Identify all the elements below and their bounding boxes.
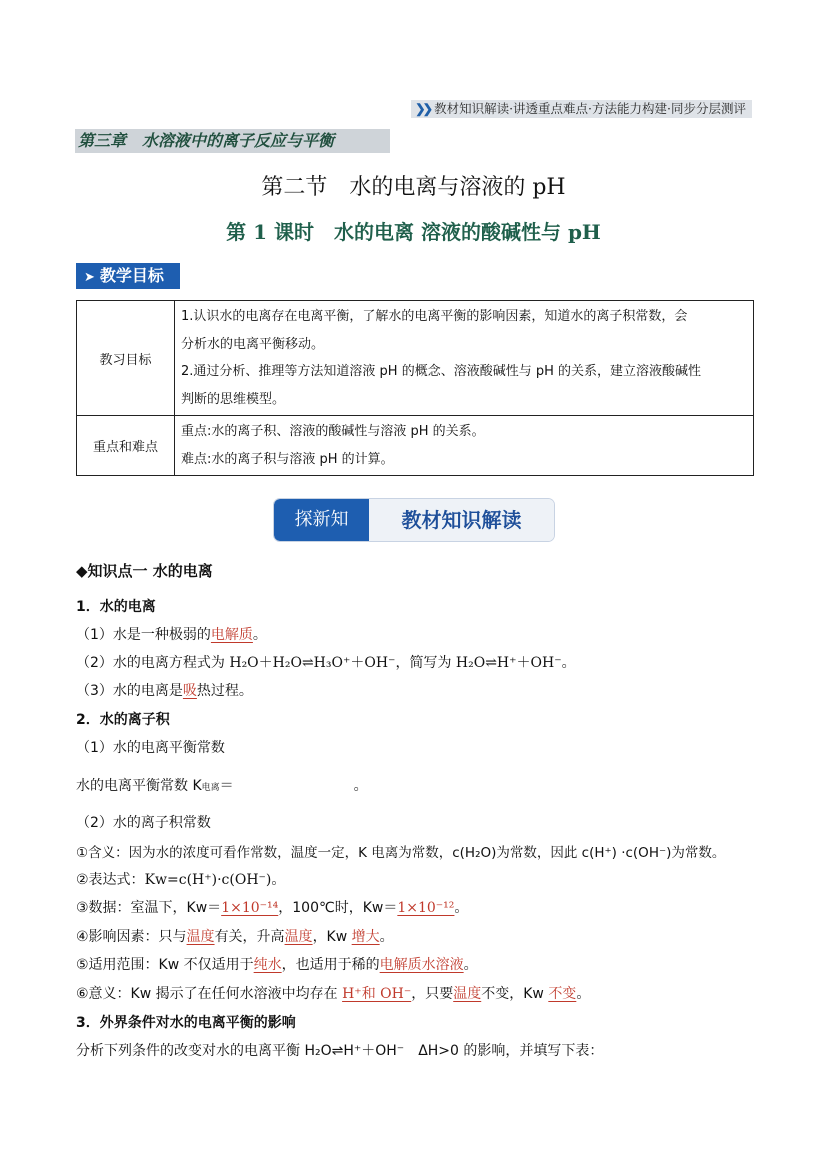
answer-fill: 电解质水溶液 xyxy=(379,957,464,973)
equation-short: H₂O⇌H⁺＋OH⁻ xyxy=(455,655,562,671)
content-line: 重点:水的离子积、溶液的酸碱性与溶液 pH 的关系。 xyxy=(181,424,485,439)
text: 。 xyxy=(252,627,267,643)
text: ，100℃时，Kw＝ xyxy=(278,900,398,916)
text-line: （1）水的电离平衡常数 xyxy=(76,740,225,756)
text-line xyxy=(76,926,394,946)
answer-fill: 1×10⁻¹⁴ xyxy=(221,900,279,916)
text: ，简写为 xyxy=(395,655,456,671)
row-content xyxy=(175,416,754,476)
text: ④影响因素：只与 xyxy=(76,929,187,945)
text-line xyxy=(76,954,478,974)
text-line xyxy=(76,897,468,917)
text: ，也适用于稀的 xyxy=(281,957,380,973)
content-line: 判断的思维模型。 xyxy=(181,391,286,407)
subscript: 电离 xyxy=(201,783,220,793)
answer-fill: 温度 xyxy=(284,929,313,945)
content-line: 1.认识水的电离存在电离平衡，了解水的电离平衡的影响因素，知道水的离子积常数，会 xyxy=(181,309,688,324)
text-line: 分析下列条件的改变对水的电离平衡 H₂O⇌H⁺＋OH⁻ ΔH>0 的影响，并填写下表： xyxy=(76,1043,604,1059)
equation: Kw=c(H⁺)·c(OH⁻) xyxy=(144,872,272,888)
section-title: 第二节 水的电离与溶液的 pH xyxy=(261,175,566,200)
table-row xyxy=(77,301,754,416)
text: 。 xyxy=(561,655,576,671)
text: ，Kw xyxy=(312,929,352,945)
text: （2）水的电离方程式为 xyxy=(76,655,230,671)
goals-table xyxy=(76,300,754,476)
table-row xyxy=(77,416,754,476)
subsection-heading: 2．水的离子积 xyxy=(76,712,170,728)
text: （3）水的电离是 xyxy=(76,683,183,699)
text-line xyxy=(76,869,285,889)
subsection-heading: 3．外界条件对水的电离平衡的影响 xyxy=(76,1015,296,1031)
equation: H₂O＋H₂O⇌H₃O⁺＋OH⁻ xyxy=(229,655,396,671)
content-line: 分析水的电离平衡移动。 xyxy=(181,336,325,352)
double-chevron-icon: ❯❯ xyxy=(415,101,431,116)
answer-fill: 1×10⁻¹² xyxy=(397,900,455,916)
arrow-right-icon: ➤ xyxy=(84,270,95,285)
chapter-title: 第三章 水溶液中的离子反应与平衡 xyxy=(75,129,390,153)
answer-fill: 吸 xyxy=(182,683,197,699)
text: 。 xyxy=(576,986,591,1002)
text: 水的电离平衡常数 K xyxy=(76,778,202,794)
text: ⑤适用范围：Kw 不仅适用于 xyxy=(76,957,254,973)
answer-fill: 温度 xyxy=(453,986,482,1002)
text: 。 xyxy=(353,778,368,794)
knowledge-point-heading: ◆知识点一 水的电离 xyxy=(76,562,213,580)
text: ，只要 xyxy=(411,986,454,1002)
row-label: 重点和难点 xyxy=(77,416,175,476)
text: 热过程。 xyxy=(196,683,253,699)
text-line xyxy=(76,983,590,1003)
content-line: 难点:水的离子积与溶液 pH 的计算。 xyxy=(181,451,394,467)
banner-text: 教材知识解读·讲透重点难点·方法能力构建·同步分层测评 xyxy=(434,101,746,116)
explore-badge xyxy=(274,499,554,541)
explore-badge-left: 探新知 xyxy=(274,499,369,541)
text: ②表达式： xyxy=(76,872,145,888)
row-label: 教习目标 xyxy=(77,301,175,416)
teaching-goals-tag xyxy=(76,263,180,289)
text-line: ①含义：因为水的浓度可看作常数，温度一定，K 电离为常数，c(H₂O)为常数，因此 c(H⁺) ·c(OH⁻)为常数。 xyxy=(76,845,726,861)
text: 。 xyxy=(379,929,394,945)
text: （1）水是一种极弱的 xyxy=(76,627,211,643)
answer-fill: 电解质 xyxy=(210,627,253,643)
text: 。 xyxy=(463,957,478,973)
text: 不变，Kw xyxy=(481,986,549,1002)
header-banner xyxy=(411,100,752,118)
text: ⑥意义：Kw 揭示了在任何水溶液中均存在 xyxy=(76,986,343,1002)
row-content xyxy=(175,301,754,416)
answer-fill: 不变 xyxy=(548,986,577,1002)
text-line xyxy=(76,652,576,672)
text: 。 xyxy=(271,872,286,888)
answer-fill: 增大 xyxy=(351,929,380,945)
answer-fill: 温度 xyxy=(186,929,215,945)
answer-fill: 纯水 xyxy=(253,957,282,973)
text: 。 xyxy=(454,900,469,916)
text: ③数据：室温下，Kw＝ xyxy=(76,900,222,916)
text: ＝ xyxy=(219,778,234,794)
text-line xyxy=(76,624,267,644)
subsection-heading: 1．水的电离 xyxy=(76,599,156,615)
text-line xyxy=(76,775,368,795)
text: 有关，升高 xyxy=(214,929,285,945)
text-line xyxy=(76,680,253,700)
text-line: （2）水的离子积常数 xyxy=(76,815,211,831)
content-line: 2.通过分析、推理等方法知道溶液 pH 的概念、溶液酸碱性与 pH 的关系，建立溶液酸碱性 xyxy=(181,364,701,379)
lesson-title: 第 1 课时 水的电离 溶液的酸碱性与 pH xyxy=(226,220,601,244)
answer-fill: H⁺和 OH⁻ xyxy=(342,986,412,1002)
explore-badge-right: 教材知识解读 xyxy=(369,499,554,541)
teaching-goals-label: 教学目标 xyxy=(99,266,164,285)
